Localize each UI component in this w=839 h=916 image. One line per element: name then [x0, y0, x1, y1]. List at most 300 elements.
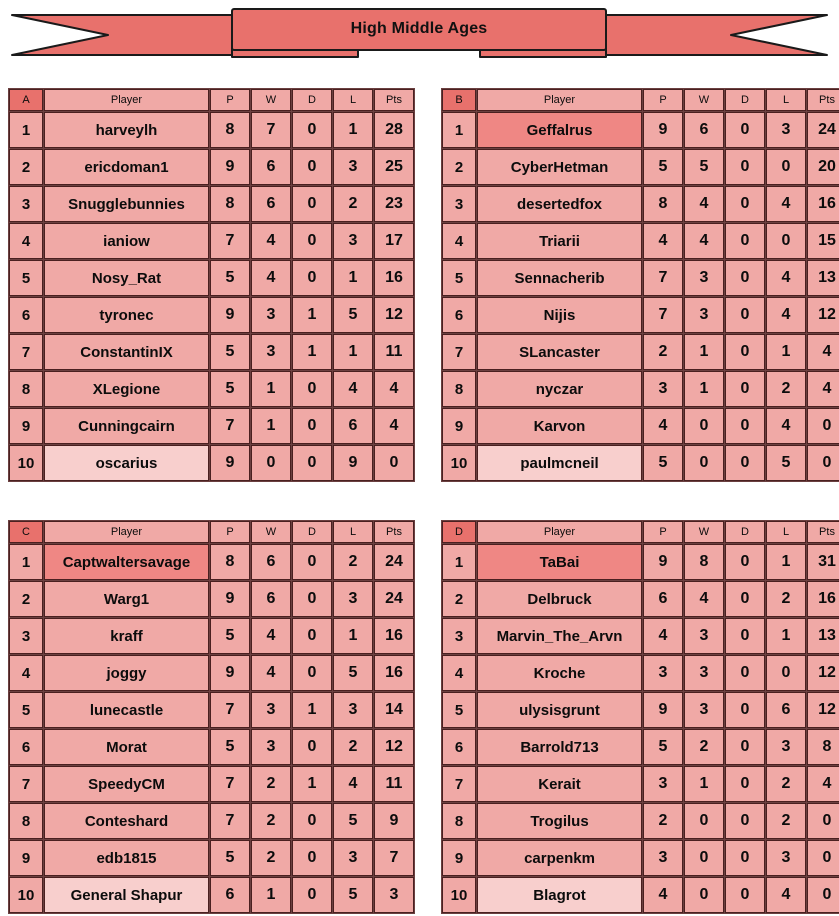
cell-lost: 2 [766, 371, 806, 407]
col-header-w: W [251, 89, 291, 111]
cell-points: 0 [807, 803, 839, 839]
cell-player: Nosy_Rat [44, 260, 209, 296]
table-row [9, 408, 414, 444]
table-header-row [442, 89, 839, 111]
table-row [442, 581, 839, 617]
cell-drawn: 0 [725, 803, 765, 839]
cell-won: 6 [684, 112, 724, 148]
cell-drawn: 0 [292, 112, 332, 148]
table-row [442, 408, 839, 444]
cell-player: Conteshard [44, 803, 209, 839]
cell-played: 7 [643, 297, 683, 333]
cell-points: 4 [807, 371, 839, 407]
cell-played: 3 [643, 840, 683, 876]
cell-position: 6 [442, 297, 476, 333]
cell-drawn: 0 [725, 223, 765, 259]
cell-points: 24 [374, 581, 414, 617]
cell-drawn: 0 [725, 766, 765, 802]
table-row [442, 334, 839, 370]
cell-position: 3 [9, 618, 43, 654]
cell-position: 9 [9, 408, 43, 444]
col-header-l: L [766, 521, 806, 543]
cell-drawn: 0 [725, 112, 765, 148]
table-row [9, 149, 414, 185]
cell-position: 1 [9, 112, 43, 148]
cell-drawn: 0 [725, 297, 765, 333]
cell-won: 6 [251, 581, 291, 617]
cell-lost: 3 [333, 581, 373, 617]
cell-drawn: 0 [292, 655, 332, 691]
table-row [442, 655, 839, 691]
cell-position: 7 [442, 766, 476, 802]
table-row [9, 334, 414, 370]
cell-points: 0 [807, 408, 839, 444]
cell-position: 5 [9, 260, 43, 296]
cell-player: Triarii [477, 223, 642, 259]
cell-lost: 1 [766, 334, 806, 370]
table-row [442, 840, 839, 876]
cell-played: 7 [210, 692, 250, 728]
cell-lost: 1 [766, 618, 806, 654]
table-header-row [442, 521, 839, 543]
cell-position: 5 [442, 260, 476, 296]
cell-player: ianiow [44, 223, 209, 259]
cell-lost: 2 [333, 186, 373, 222]
table-row [9, 445, 414, 481]
standings-block-b [441, 88, 839, 482]
col-header-w: W [684, 89, 724, 111]
col-header-l: L [333, 521, 373, 543]
cell-played: 9 [643, 544, 683, 580]
ribbon-right-tail [587, 15, 827, 55]
cell-points: 4 [374, 371, 414, 407]
cell-won: 4 [251, 655, 291, 691]
ribbon-left-tail [12, 15, 252, 55]
cell-player: oscarius [44, 445, 209, 481]
col-header-player: Player [477, 521, 642, 543]
cell-points: 11 [374, 334, 414, 370]
cell-player: Kroche [477, 655, 642, 691]
cell-points: 9 [374, 803, 414, 839]
table-row [9, 112, 414, 148]
cell-played: 4 [643, 408, 683, 444]
cell-won: 3 [251, 297, 291, 333]
cell-played: 2 [643, 803, 683, 839]
standings-table-c [8, 520, 415, 914]
cell-position: 6 [9, 729, 43, 765]
cell-points: 24 [807, 112, 839, 148]
cell-points: 14 [374, 692, 414, 728]
cell-player: Delbruck [477, 581, 642, 617]
standings-grid [0, 74, 839, 916]
col-header-l: L [333, 89, 373, 111]
cell-won: 2 [251, 803, 291, 839]
cell-played: 4 [643, 223, 683, 259]
cell-lost: 5 [333, 655, 373, 691]
cell-lost: 2 [333, 729, 373, 765]
cell-lost: 5 [333, 803, 373, 839]
col-header-player: Player [44, 89, 209, 111]
cell-drawn: 1 [292, 334, 332, 370]
cell-lost: 3 [333, 223, 373, 259]
cell-player: harveylh [44, 112, 209, 148]
cell-won: 1 [684, 334, 724, 370]
cell-lost: 5 [333, 877, 373, 913]
table-body-b [442, 112, 839, 481]
cell-points: 25 [374, 149, 414, 185]
cell-played: 3 [643, 371, 683, 407]
cell-points: 12 [807, 692, 839, 728]
cell-lost: 5 [766, 445, 806, 481]
cell-played: 5 [210, 334, 250, 370]
cell-points: 16 [374, 260, 414, 296]
group-label-b: B [442, 89, 476, 111]
cell-position: 10 [442, 445, 476, 481]
cell-points: 13 [807, 618, 839, 654]
cell-played: 5 [643, 445, 683, 481]
cell-points: 16 [807, 581, 839, 617]
standings-table-a [8, 88, 415, 482]
cell-won: 0 [684, 445, 724, 481]
cell-lost: 1 [333, 334, 373, 370]
cell-drawn: 0 [725, 877, 765, 913]
cell-points: 23 [374, 186, 414, 222]
cell-player: Kerait [477, 766, 642, 802]
col-header-p: P [210, 521, 250, 543]
standings-table-b [441, 88, 839, 482]
cell-position: 8 [442, 803, 476, 839]
cell-won: 7 [251, 112, 291, 148]
cell-drawn: 0 [725, 840, 765, 876]
cell-player: ericdoman1 [44, 149, 209, 185]
cell-drawn: 0 [292, 729, 332, 765]
cell-lost: 2 [333, 544, 373, 580]
cell-position: 8 [9, 371, 43, 407]
cell-lost: 2 [766, 803, 806, 839]
cell-player: CyberHetman [477, 149, 642, 185]
cell-points: 28 [374, 112, 414, 148]
table-row [9, 692, 414, 728]
cell-position: 5 [9, 692, 43, 728]
cell-lost: 3 [333, 692, 373, 728]
table-row [442, 260, 839, 296]
cell-position: 10 [9, 445, 43, 481]
cell-points: 11 [374, 766, 414, 802]
cell-played: 5 [643, 149, 683, 185]
group-label-c: C [9, 521, 43, 543]
cell-lost: 0 [766, 655, 806, 691]
table-row [442, 544, 839, 580]
col-header-l: L [766, 89, 806, 111]
standings-table-d [441, 520, 839, 914]
cell-drawn: 0 [725, 149, 765, 185]
table-row [9, 877, 414, 913]
cell-played: 7 [210, 223, 250, 259]
cell-drawn: 1 [292, 297, 332, 333]
cell-points: 31 [807, 544, 839, 580]
cell-drawn: 0 [292, 408, 332, 444]
cell-player: SLancaster [477, 334, 642, 370]
cell-played: 7 [210, 408, 250, 444]
cell-lost: 5 [333, 297, 373, 333]
cell-points: 0 [374, 445, 414, 481]
table-row [9, 803, 414, 839]
cell-won: 2 [251, 840, 291, 876]
cell-drawn: 0 [292, 840, 332, 876]
cell-won: 0 [684, 877, 724, 913]
cell-points: 15 [807, 223, 839, 259]
cell-won: 4 [251, 618, 291, 654]
cell-position: 6 [9, 297, 43, 333]
cell-drawn: 0 [292, 544, 332, 580]
cell-player: Warg1 [44, 581, 209, 617]
cell-player: General Shapur [44, 877, 209, 913]
table-row [442, 803, 839, 839]
cell-drawn: 0 [725, 729, 765, 765]
cell-drawn: 0 [292, 581, 332, 617]
cell-drawn: 0 [725, 408, 765, 444]
cell-drawn: 0 [725, 445, 765, 481]
cell-points: 17 [374, 223, 414, 259]
cell-played: 5 [210, 618, 250, 654]
cell-won: 4 [684, 581, 724, 617]
cell-played: 5 [210, 840, 250, 876]
cell-lost: 1 [766, 544, 806, 580]
cell-position: 2 [9, 581, 43, 617]
cell-won: 4 [251, 260, 291, 296]
cell-won: 0 [684, 803, 724, 839]
cell-won: 6 [251, 149, 291, 185]
cell-won: 4 [251, 223, 291, 259]
cell-points: 12 [374, 297, 414, 333]
cell-drawn: 0 [292, 223, 332, 259]
standings-block-c [8, 520, 415, 914]
cell-position: 4 [9, 223, 43, 259]
cell-won: 3 [684, 618, 724, 654]
table-row [442, 766, 839, 802]
cell-drawn: 0 [292, 149, 332, 185]
cell-position: 3 [442, 186, 476, 222]
cell-player: Trogilus [477, 803, 642, 839]
cell-drawn: 0 [292, 445, 332, 481]
cell-player: tyronec [44, 297, 209, 333]
cell-position: 2 [9, 149, 43, 185]
cell-played: 9 [210, 297, 250, 333]
cell-won: 3 [684, 692, 724, 728]
cell-points: 3 [374, 877, 414, 913]
cell-position: 1 [442, 112, 476, 148]
table-row [9, 655, 414, 691]
cell-player: edb1815 [44, 840, 209, 876]
cell-position: 2 [442, 149, 476, 185]
cell-points: 20 [807, 149, 839, 185]
table-row [442, 149, 839, 185]
cell-won: 1 [251, 877, 291, 913]
cell-won: 1 [684, 371, 724, 407]
cell-won: 1 [251, 371, 291, 407]
cell-player: Blagrot [477, 877, 642, 913]
cell-played: 8 [210, 544, 250, 580]
table-body-c [9, 544, 414, 913]
cell-points: 12 [807, 655, 839, 691]
cell-player: TaBai [477, 544, 642, 580]
table-row [442, 371, 839, 407]
cell-played: 9 [643, 112, 683, 148]
table-row [9, 260, 414, 296]
cell-player: Barrold713 [477, 729, 642, 765]
cell-position: 3 [442, 618, 476, 654]
banner-ribbon-graphic [0, 0, 839, 74]
cell-player: Marvin_The_Arvn [477, 618, 642, 654]
group-label-a: A [9, 89, 43, 111]
cell-won: 6 [251, 544, 291, 580]
table-header-row [9, 521, 414, 543]
cell-position: 3 [9, 186, 43, 222]
cell-drawn: 0 [725, 334, 765, 370]
cell-player: joggy [44, 655, 209, 691]
cell-player: nyczar [477, 371, 642, 407]
cell-player: Cunningcairn [44, 408, 209, 444]
table-row [9, 581, 414, 617]
table-row [9, 729, 414, 765]
cell-position: 4 [442, 655, 476, 691]
cell-drawn: 0 [725, 655, 765, 691]
cell-player: XLegione [44, 371, 209, 407]
table-row [442, 618, 839, 654]
cell-played: 7 [210, 766, 250, 802]
table-row [442, 112, 839, 148]
cell-lost: 1 [333, 112, 373, 148]
cell-drawn: 0 [725, 371, 765, 407]
table-body-d [442, 544, 839, 913]
cell-won: 3 [684, 297, 724, 333]
cell-lost: 1 [333, 260, 373, 296]
table-row [9, 544, 414, 580]
cell-played: 3 [643, 766, 683, 802]
cell-won: 4 [684, 223, 724, 259]
cell-won: 4 [684, 186, 724, 222]
col-header-d: D [292, 89, 332, 111]
table-row [9, 186, 414, 222]
col-header-d: D [292, 521, 332, 543]
cell-won: 3 [684, 260, 724, 296]
cell-drawn: 0 [725, 692, 765, 728]
cell-won: 8 [684, 544, 724, 580]
col-header-d: D [725, 89, 765, 111]
cell-won: 0 [684, 408, 724, 444]
cell-lost: 0 [766, 223, 806, 259]
col-header-p: P [643, 521, 683, 543]
cell-lost: 3 [766, 112, 806, 148]
standings-block-d [441, 520, 839, 914]
cell-position: 9 [9, 840, 43, 876]
cell-played: 9 [210, 445, 250, 481]
table-row [9, 840, 414, 876]
cell-won: 3 [251, 692, 291, 728]
cell-position: 10 [9, 877, 43, 913]
title-banner [0, 0, 839, 74]
cell-drawn: 0 [725, 186, 765, 222]
col-header-pts: Pts [807, 521, 839, 543]
cell-played: 8 [210, 186, 250, 222]
cell-position: 7 [9, 766, 43, 802]
cell-won: 6 [251, 186, 291, 222]
cell-position: 4 [442, 223, 476, 259]
col-header-p: P [643, 89, 683, 111]
cell-played: 5 [643, 729, 683, 765]
col-header-d: D [725, 521, 765, 543]
cell-played: 6 [210, 877, 250, 913]
cell-played: 9 [643, 692, 683, 728]
ribbon-center-panel [232, 9, 606, 50]
table-row [442, 692, 839, 728]
cell-lost: 4 [766, 186, 806, 222]
cell-lost: 4 [333, 371, 373, 407]
table-row [9, 766, 414, 802]
cell-position: 6 [442, 729, 476, 765]
cell-lost: 4 [766, 260, 806, 296]
cell-player: Morat [44, 729, 209, 765]
col-header-w: W [684, 521, 724, 543]
col-header-player: Player [477, 89, 642, 111]
cell-points: 0 [807, 445, 839, 481]
cell-won: 3 [251, 729, 291, 765]
cell-position: 2 [442, 581, 476, 617]
cell-lost: 4 [766, 297, 806, 333]
col-header-player: Player [44, 521, 209, 543]
cell-player: Snugglebunnies [44, 186, 209, 222]
cell-won: 0 [251, 445, 291, 481]
cell-played: 5 [210, 260, 250, 296]
cell-played: 7 [643, 260, 683, 296]
cell-player: ulysisgrunt [477, 692, 642, 728]
cell-player: kraff [44, 618, 209, 654]
cell-player: desertedfox [477, 186, 642, 222]
cell-played: 5 [210, 371, 250, 407]
cell-player: lunecastle [44, 692, 209, 728]
cell-won: 3 [684, 655, 724, 691]
cell-player: Captwaltersavage [44, 544, 209, 580]
cell-drawn: 0 [725, 581, 765, 617]
cell-points: 0 [807, 877, 839, 913]
cell-position: 8 [442, 371, 476, 407]
cell-player: carpenkm [477, 840, 642, 876]
cell-drawn: 0 [292, 618, 332, 654]
cell-player: Sennacherib [477, 260, 642, 296]
cell-lost: 1 [333, 618, 373, 654]
cell-played: 4 [643, 877, 683, 913]
cell-player: paulmcneil [477, 445, 642, 481]
cell-played: 3 [643, 655, 683, 691]
cell-points: 7 [374, 840, 414, 876]
cell-position: 9 [442, 408, 476, 444]
cell-drawn: 0 [292, 260, 332, 296]
table-row [442, 223, 839, 259]
table-row [442, 186, 839, 222]
cell-lost: 6 [333, 408, 373, 444]
cell-played: 8 [210, 112, 250, 148]
cell-position: 10 [442, 877, 476, 913]
cell-points: 12 [374, 729, 414, 765]
table-row [442, 297, 839, 333]
table-row [442, 445, 839, 481]
cell-points: 16 [807, 186, 839, 222]
table-row [442, 729, 839, 765]
cell-lost: 3 [766, 729, 806, 765]
cell-played: 9 [210, 581, 250, 617]
cell-player: Nijis [477, 297, 642, 333]
cell-player: Geffalrus [477, 112, 642, 148]
